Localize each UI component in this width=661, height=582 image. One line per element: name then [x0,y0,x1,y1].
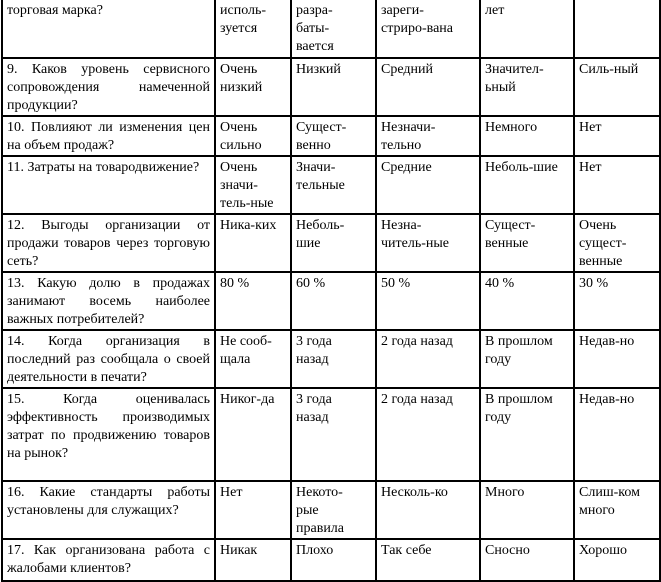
answer-cell: В прошлом году [480,388,574,481]
answer-cell: 3 года назад [291,330,376,388]
answer-cell: Хорошо [574,539,660,581]
question-cell: 9. Каков уровень сервисного сопровождения намеченной продукции? [2,58,215,116]
answer-cell: Сущест- венные [480,214,574,272]
answer-cell: В прошлом году [480,330,574,388]
answer-cell: Нет [574,156,660,214]
table-row [2,58,660,116]
answer-cell: Значител- ьный [480,58,574,116]
table-row [2,116,660,156]
answer-cell: Некото- рые правила [291,481,376,539]
answer-cell: 2 года назад [376,330,480,388]
answer-cell: 30 % [574,272,660,330]
answer-cell: Очень низкий [215,58,291,116]
answer-cell: Никак [215,539,291,581]
question-cell: 14. Когда организация в последний раз сообщала о своей деятельности в печати? [2,330,215,388]
answer-cell: лет [480,0,574,58]
answer-cell: разра- баты- вается [291,0,376,58]
table-row [2,156,660,214]
table-row [2,330,660,388]
answer-cell: Не сооб- щала [215,330,291,388]
question-cell: 15. Когда оценивалась эффективность производимых затрат по продвижению товаров на рынок? [2,388,215,481]
answer-cell: Неболь-шие [480,156,574,214]
answer-cell: Несколь-ко [376,481,480,539]
question-cell: торговая марка? [2,0,215,58]
question-cell: 13. Какую долю в продажах занимают восемь наиболее важных потребителей? [2,272,215,330]
answer-cell: Никог-да [215,388,291,481]
answer-cell: Силь-ный [574,58,660,116]
answer-cell: Очень значи- тель-ные [215,156,291,214]
answer-cell: Низкий [291,58,376,116]
table-row [2,214,660,272]
question-cell: 17. Как организована работа с жалобами клиентов? [2,539,215,581]
answer-cell: Ника-ких [215,214,291,272]
answer-cell: 40 % [480,272,574,330]
answer-cell: Плохо [291,539,376,581]
answer-cell: Немного [480,116,574,156]
answer-cell: Очень сильно [215,116,291,156]
answer-cell: Так себе [376,539,480,581]
answer-cell: Много [480,481,574,539]
answer-cell: Незначи- тельно [376,116,480,156]
answer-cell: 2 года назад [376,388,480,481]
question-cell: 10. Повлияют ли изменения цен на объем продаж? [2,116,215,156]
answer-cell: зареги- стриро-вана [376,0,480,58]
answer-cell: Средние [376,156,480,214]
answer-cell: Слиш-ком много [574,481,660,539]
table-row [2,0,660,58]
answer-cell: 3 года назад [291,388,376,481]
answer-cell: Сносно [480,539,574,581]
answer-cell: Очень сущест- венные [574,214,660,272]
question-cell: 16. Какие стандарты работы установлены для служащих? [2,481,215,539]
table-row [2,272,660,330]
answer-cell: Незна- читель-ные [376,214,480,272]
answer-cell: Значи- тельные [291,156,376,214]
table-row [2,539,660,581]
question-cell: 11. Затраты на товародвижение? [2,156,215,214]
answer-cell: исполь- зуется [215,0,291,58]
question-cell: 12. Выгоды организации от продажи товаров через торговую сеть? [2,214,215,272]
answer-cell: Недав-но [574,388,660,481]
answer-cell: Неболь- шие [291,214,376,272]
answer-cell: Сущест- венно [291,116,376,156]
answer-cell: Средний [376,58,480,116]
answer-cell [574,0,660,58]
answer-cell: 50 % [376,272,480,330]
answer-cell: Нет [215,481,291,539]
answer-cell: 60 % [291,272,376,330]
table-row [2,481,660,539]
answer-cell: 80 % [215,272,291,330]
answer-cell: Недав-но [574,330,660,388]
answer-cell: Нет [574,116,660,156]
survey-table [1,0,661,582]
table-row [2,388,660,481]
